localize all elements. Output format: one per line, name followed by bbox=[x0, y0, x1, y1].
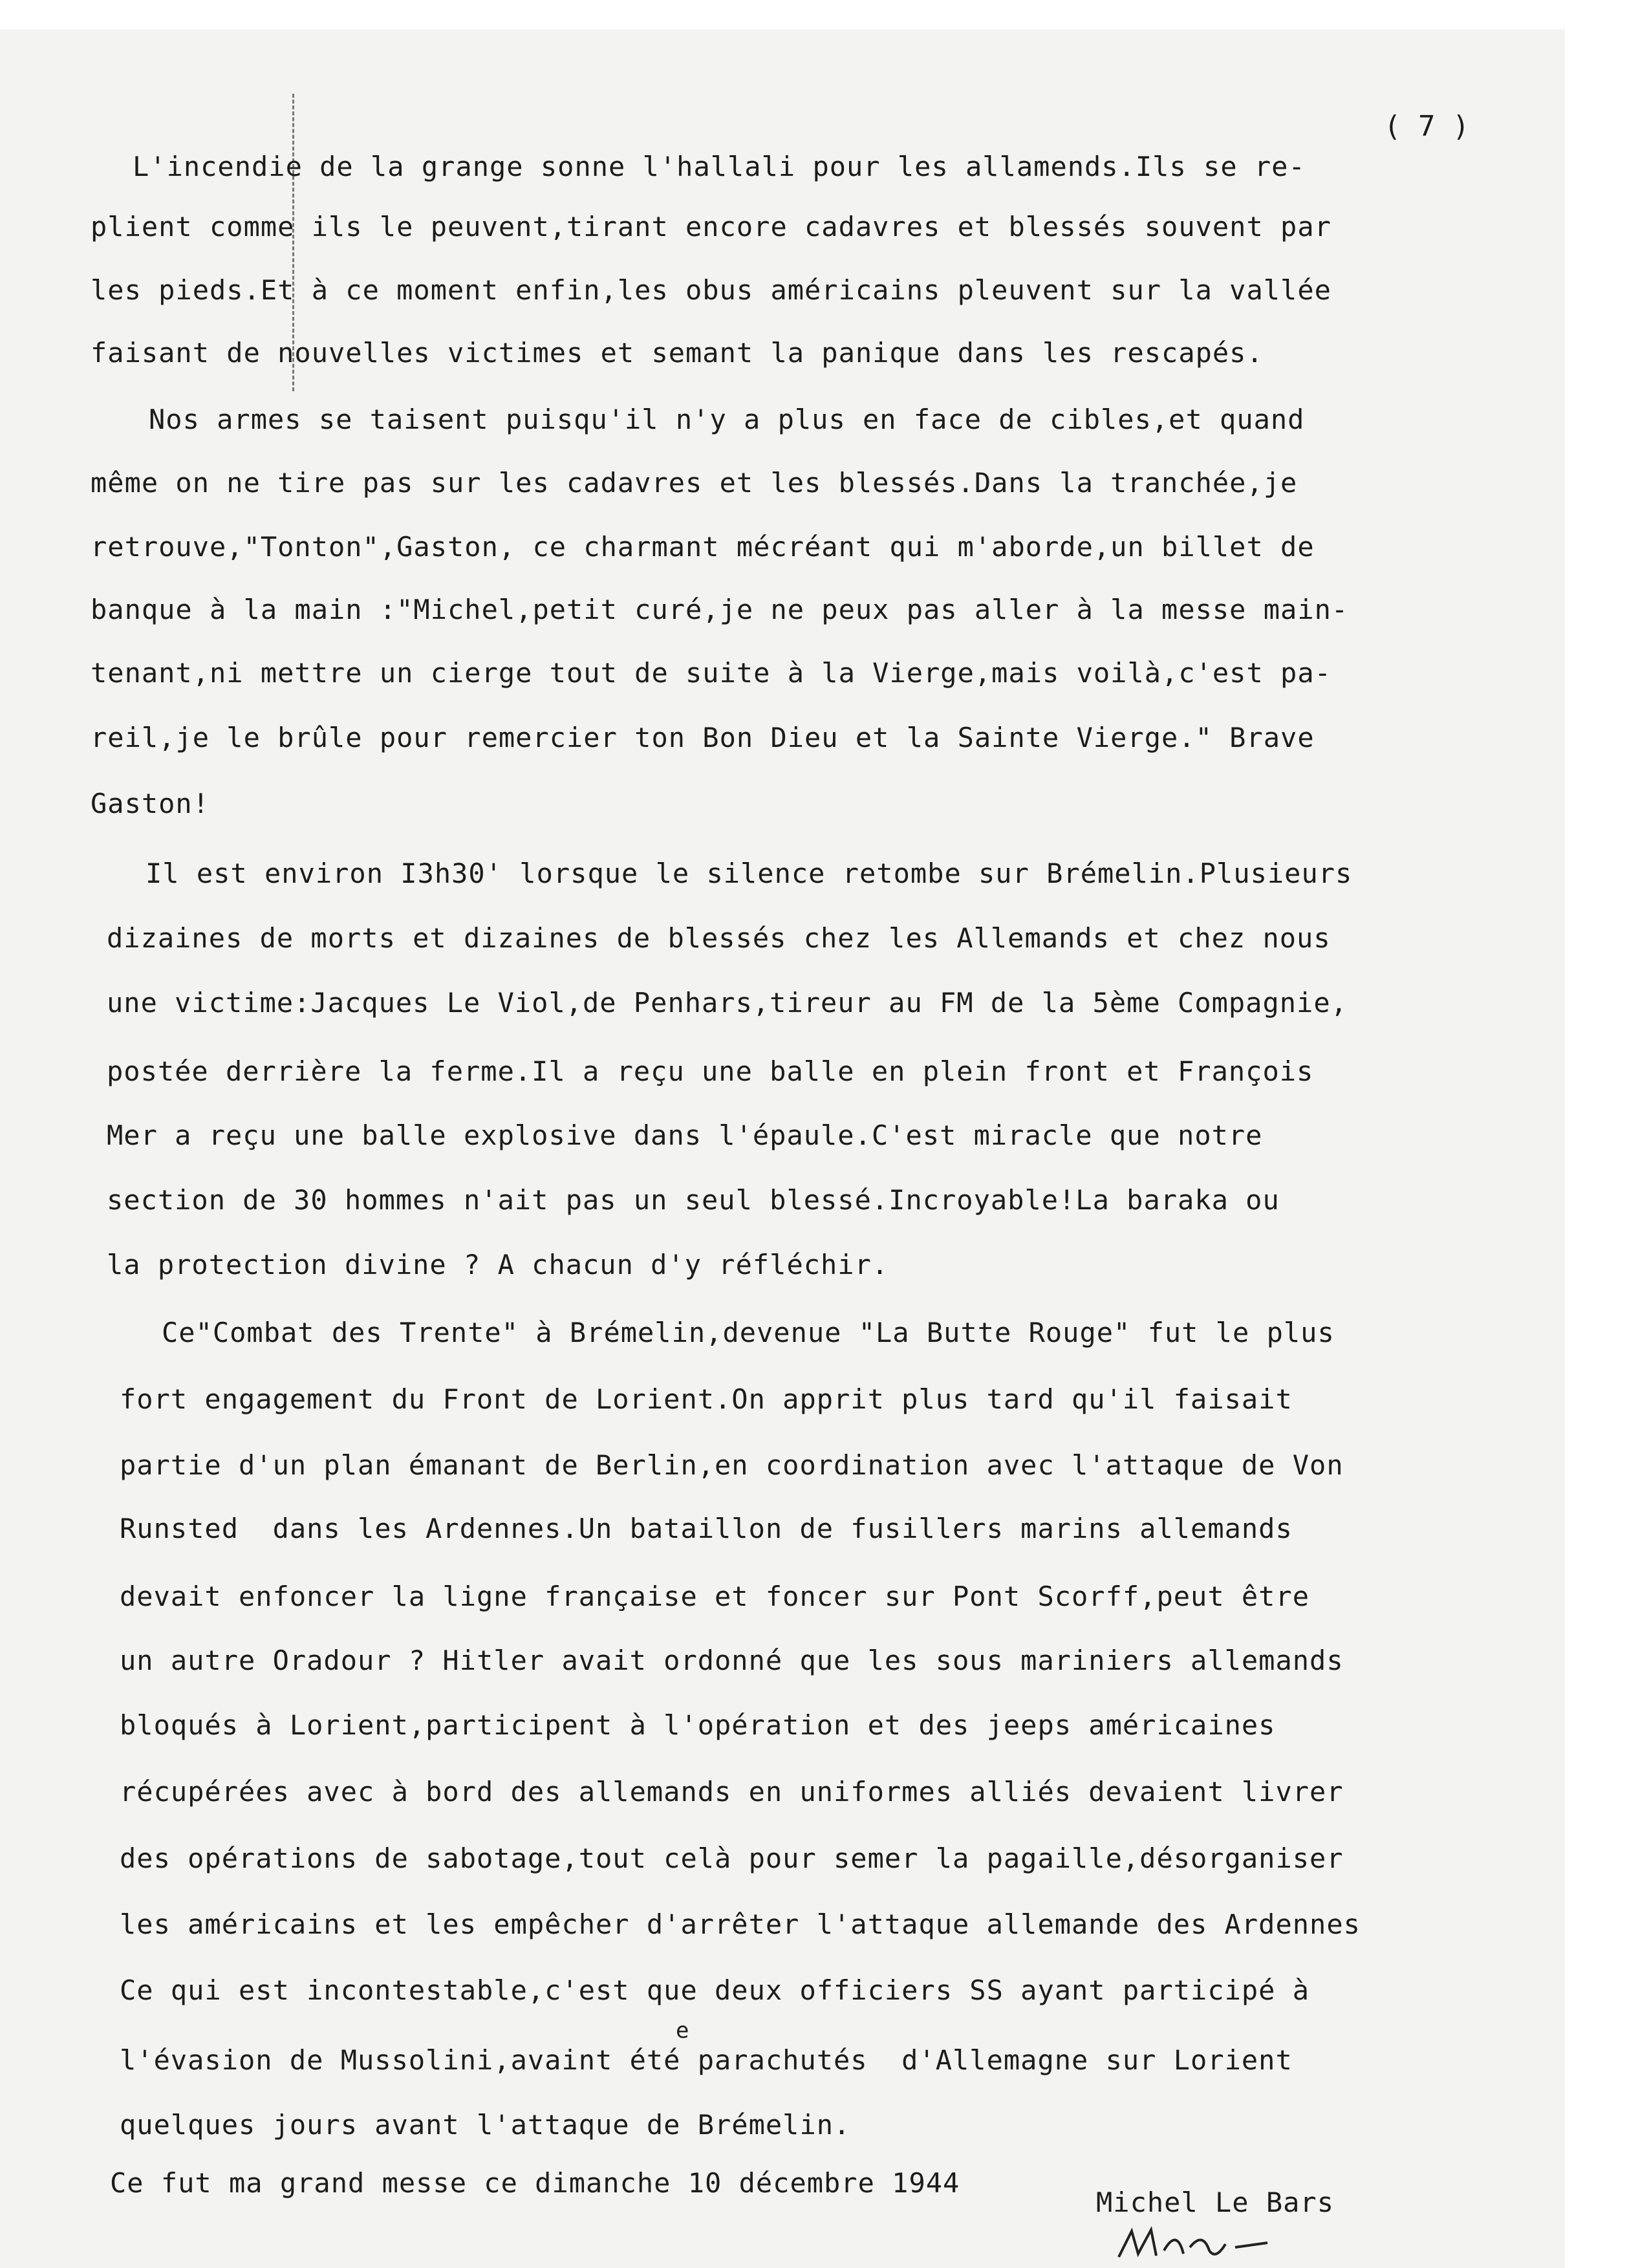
body-line: faisant de nouvelles victimes et semant la panique dans les rescapés. bbox=[91, 337, 1264, 369]
body-line: Mer a reçu une balle explosive dans l'épaule.C'est miracle que notre bbox=[107, 1119, 1263, 1151]
body-line: quelques jours avant l'attaque de Brémelin. bbox=[120, 2109, 851, 2141]
body-line: reil,je le brûle pour remercier ton Bon Dieu et la Sainte Vierge." Brave bbox=[91, 722, 1315, 753]
body-line: section de 30 hommes n'ait pas un seul blessé.Incroyable!La baraka ou bbox=[107, 1184, 1280, 1216]
body-line: bloqués à Lorient,participent à l'opération et des jeeps américaines bbox=[120, 1709, 1276, 1741]
body-line: dizaines de morts et dizaines de blessés chez les Allemands et chez nous bbox=[107, 922, 1331, 954]
body-line: les pieds.Et à ce moment enfin,les obus américains pleuvent sur la vallée bbox=[91, 274, 1331, 306]
body-line: Gaston! bbox=[91, 788, 210, 819]
body-line: des opérations de sabotage,tout celà pour semer la pagaille,désorganiser bbox=[120, 1842, 1344, 1874]
body-line: devait enfoncer la ligne française et foncer sur Pont Scorff,peut être bbox=[120, 1581, 1310, 1612]
body-line: banque à la main :"Michel,petit curé,je ne peux pas aller à la messe main- bbox=[91, 594, 1349, 625]
body-line: plient comme ils le peuvent,tirant encore cadavres et blessés souvent par bbox=[91, 211, 1331, 243]
body-line: fort engagement du Front de Lorient.On apprit plus tard qu'il faisait bbox=[120, 1383, 1293, 1415]
body-line: la protection divine ? A chacun d'y réfléchir. bbox=[107, 1249, 889, 1280]
closing-line: Ce fut ma grand messe ce dimanche 10 décembre 1944 bbox=[110, 2167, 960, 2199]
body-line: Il est environ I3h30' lorsque le silence retombe sur Brémelin.Plusieurs bbox=[146, 858, 1353, 889]
author-name: Michel Le Bars bbox=[1096, 2187, 1335, 2218]
body-line: tenant,ni mettre un cierge tout de suite à la Vierge,mais voilà,c'est pa- bbox=[91, 657, 1331, 689]
body-line: L'incendie de la grange sonne l'hallali pour les allamends.Ils se re- bbox=[133, 151, 1306, 182]
body-line: une victime:Jacques Le Viol,de Penhars,tireur au FM de la 5ème Compagnie, bbox=[107, 987, 1348, 1019]
page-number: ( 7 ) bbox=[1384, 110, 1470, 143]
body-line: récupérées avec à bord des allemands en uniformes alliés devaient livrer bbox=[120, 1776, 1344, 1808]
body-line: retrouve,"Tonton",Gaston, ce charmant mécréant qui m'aborde,un billet de bbox=[91, 531, 1315, 563]
body-line: Runsted dans les Ardennes.Un bataillon de fusillers marins allemands bbox=[120, 1513, 1293, 1544]
handwritten-signature bbox=[1112, 2225, 1332, 2263]
body-line: Ce qui est incontestable,c'est que deux officiers SS ayant participé à bbox=[120, 1974, 1310, 2006]
body-line: les américains et les empêcher d'arrêter l'attaque allemande des Ardennes bbox=[120, 1908, 1361, 1940]
body-line: même on ne tire pas sur les cadavres et les blessés.Dans la tranchée,je bbox=[91, 467, 1298, 499]
body-line: Nos armes se taisent puisqu'il n'y a plus en face de cibles,et quand bbox=[149, 404, 1305, 435]
body-line: un autre Oradour ? Hitler avait ordonné que les sous mariniers allemands bbox=[120, 1645, 1344, 1676]
body-line: partie d'un plan émanant de Berlin,en coordination avec l'attaque de Von bbox=[120, 1449, 1344, 1481]
body-line: postée derrière la ferme.Il a reçu une balle en plein front et François bbox=[107, 1055, 1314, 1087]
body-line: l'évasion de Mussolini,avaint été parachutés d'Allemagne sur Lorient bbox=[120, 2044, 1293, 2076]
inserted-letter: e bbox=[676, 2018, 690, 2044]
body-line: Ce"Combat des Trente" à Brémelin,devenue "La Butte Rouge" fut le plus bbox=[162, 1317, 1335, 1348]
